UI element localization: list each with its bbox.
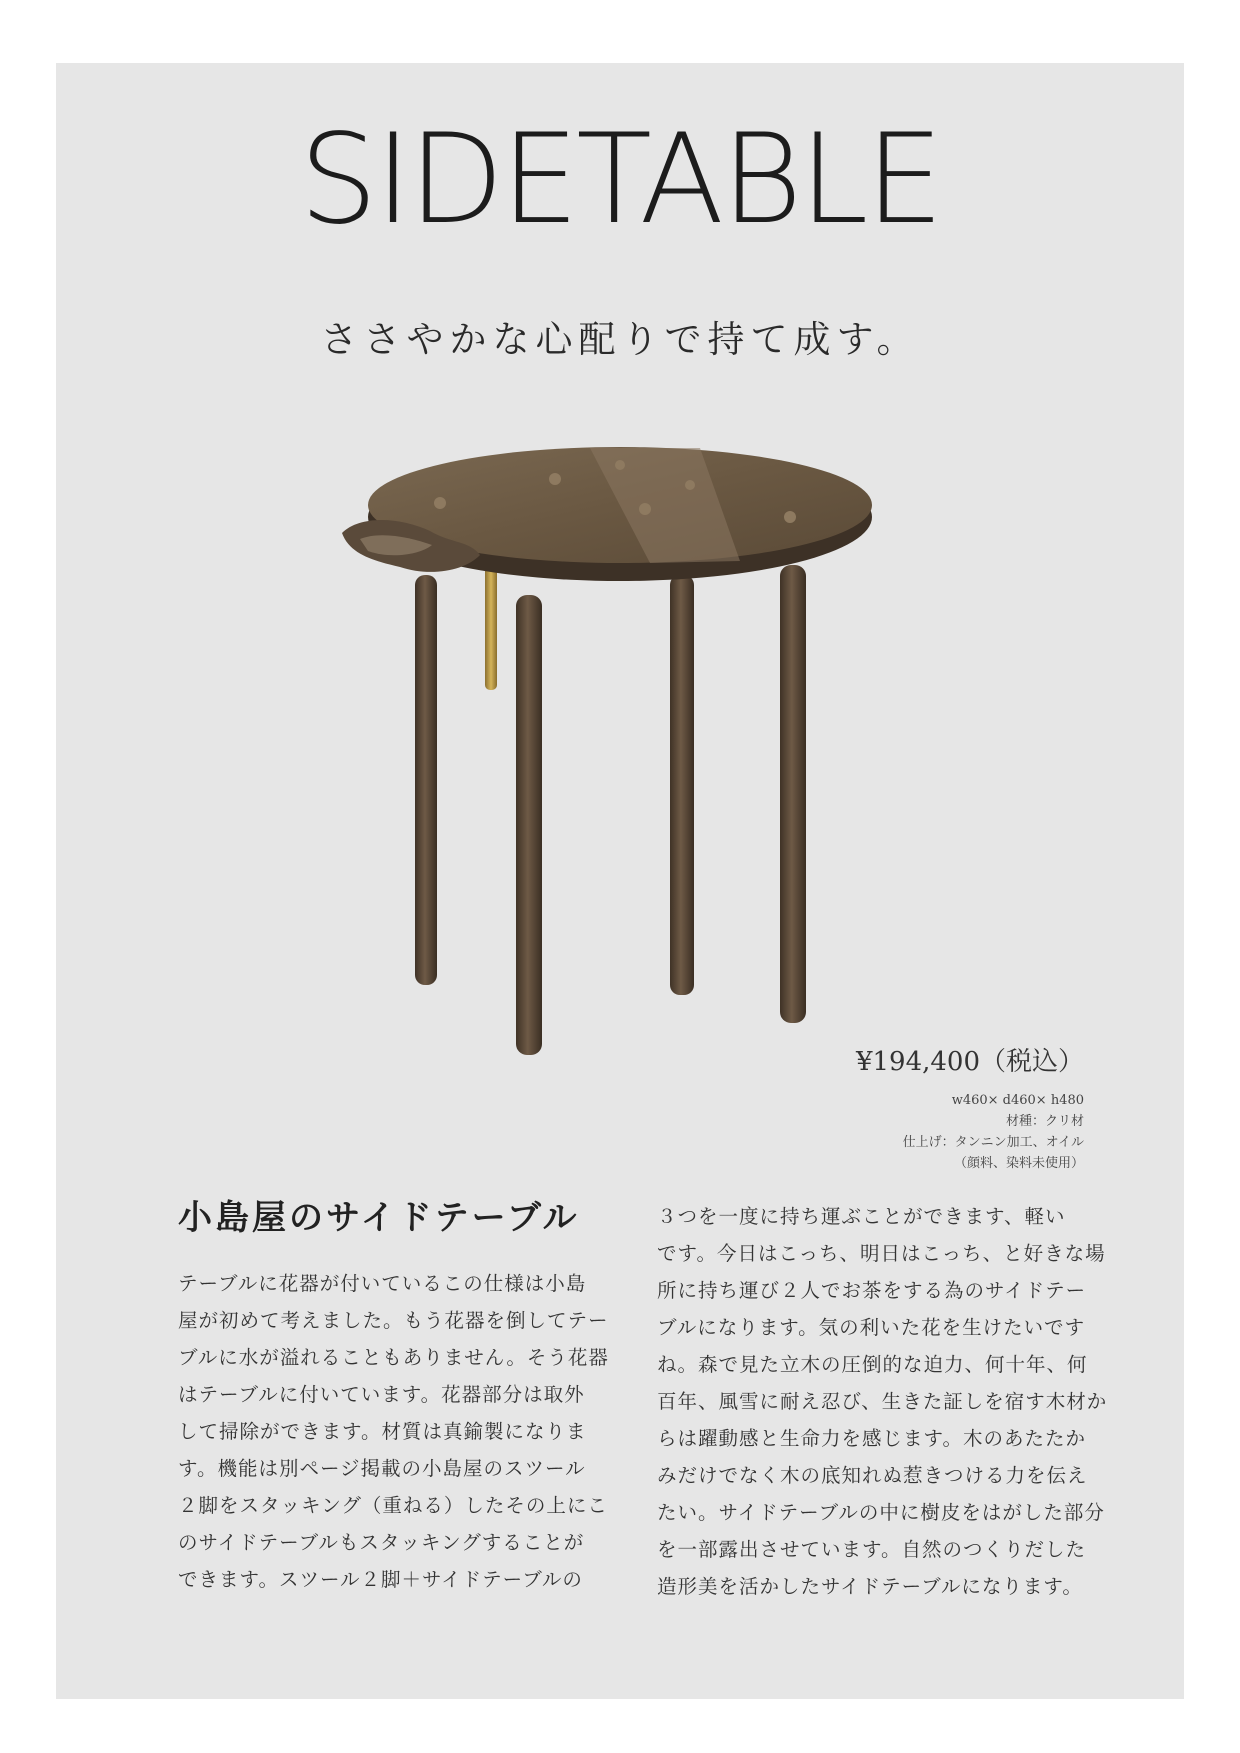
table-leg [780, 565, 806, 1023]
side-table-photo [320, 445, 920, 1075]
spec-finish: 仕上げ：タンニン加工、オイル [902, 1135, 1084, 1150]
brass-vase [485, 565, 497, 690]
body-line: を一部露出させています。自然のつくりだした [657, 1538, 1086, 1561]
section-heading: 小島屋のサイドテーブル [178, 1198, 580, 1238]
dowel-dot [615, 460, 625, 470]
body-line: テーブルに花器が付いているこの仕様は小島 [178, 1272, 587, 1295]
spec-list [903, 1090, 1084, 1174]
table-leg [415, 575, 437, 985]
page-title: SIDETABLE [299, 108, 941, 252]
tagline: ささやかな心配りで持て成す。 [320, 318, 920, 361]
spec-dimensions: w460× d460× h480 [951, 1093, 1084, 1108]
body-line: らは躍動感と生命力を感じます。木のあたたか [657, 1427, 1086, 1450]
body-line: ３つを一度に持ち運ぶことができます、軽い [657, 1205, 1066, 1228]
body-line: ね。森で見た立木の圧倒的な迫力、何十年、何 [657, 1353, 1088, 1376]
dowel-dot [685, 480, 695, 490]
price: ¥194,400（税込） [855, 1047, 1084, 1077]
dowel-dot [434, 497, 446, 509]
table-leg [670, 575, 694, 995]
body-line: 屋が初めて考えました。もう花器を倒してテー [178, 1309, 609, 1332]
body-line: はテーブルに付いています。花器部分は取外 [178, 1383, 585, 1406]
body-line: です。今日はこっち、明日はこっち、と好きな場 [657, 1242, 1106, 1265]
spec-material: 材種：クリ材 [1005, 1114, 1084, 1129]
body-line: ブルに水が溢れることもありません。そう花器 [178, 1346, 609, 1369]
body-line: ２脚をスタッキング（重ねる）したその上にこ [178, 1494, 608, 1517]
dowel-dot [549, 473, 561, 485]
body-line: できます。スツール２脚＋サイドテーブルの [178, 1568, 583, 1591]
body-text-right [657, 1198, 1108, 1605]
body-text-left [178, 1265, 609, 1598]
body-line: みだけでなく木の底知れぬ惹きつける力を伝え [657, 1464, 1088, 1487]
body-line: 造形美を活かしたサイドテーブルになります。 [657, 1575, 1083, 1598]
dowel-dot [784, 511, 796, 523]
body-line: 所に持ち運び２人でお茶をする為のサイドテー [657, 1279, 1087, 1302]
body-line: 百年、風雪に耐え忍び、生きた証しを宿す木材か [657, 1390, 1108, 1413]
body-line: のサイドテーブルもスタッキングすることが [178, 1531, 585, 1554]
dowel-dot [639, 503, 651, 515]
table-leg [516, 595, 542, 1055]
body-line: ブルになります。気の利いた花を生けたいです [657, 1316, 1086, 1339]
body-line: たい。サイドテーブルの中に樹皮をはがした部分 [657, 1501, 1105, 1524]
spec-finish-note: （顔料、染料未使用） [953, 1156, 1084, 1171]
body-line: して掃除ができます。材質は真鍮製になりま [178, 1420, 587, 1443]
body-line: す。機能は別ページ掲載の小島屋のスツール [178, 1457, 586, 1480]
